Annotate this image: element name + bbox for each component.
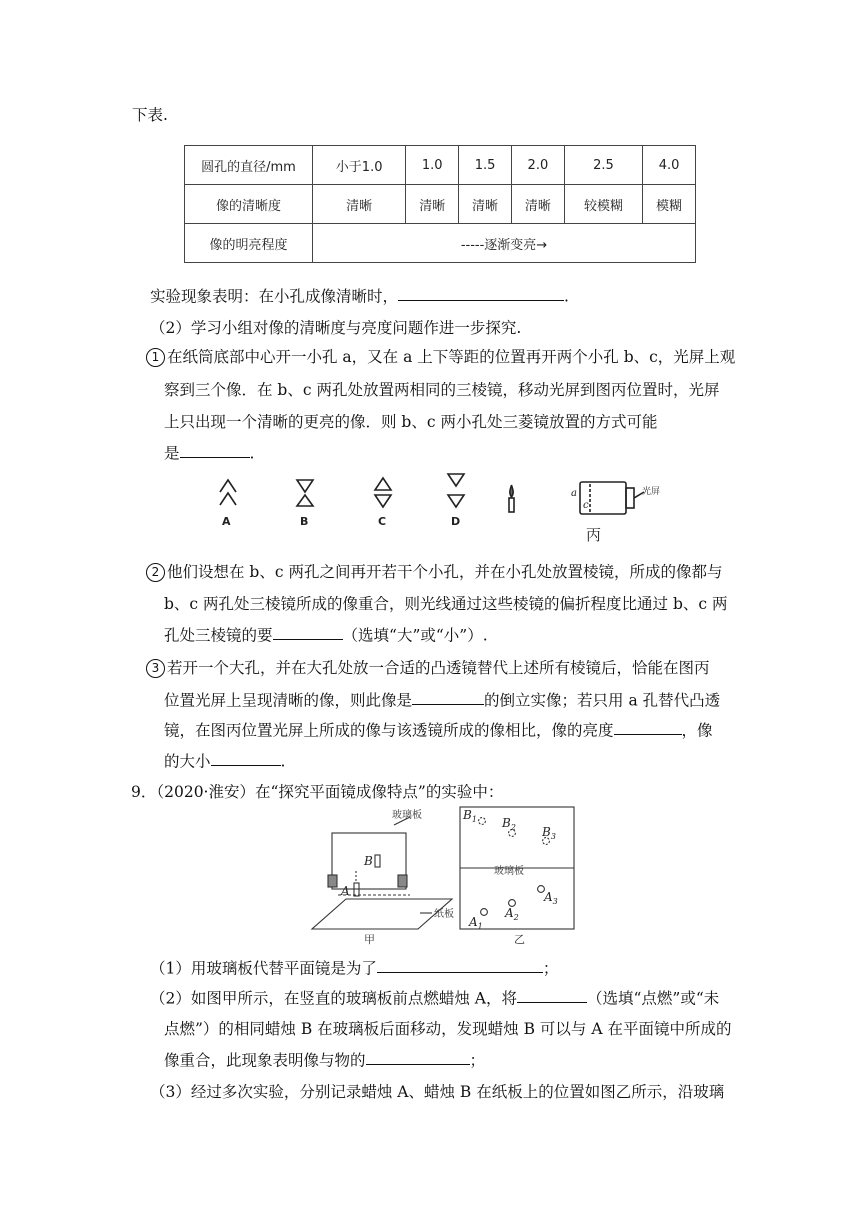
figure-jia-caption: 甲: [364, 933, 375, 946]
candle-flame: [510, 485, 513, 497]
label-b: B: [300, 515, 309, 528]
label-a2: $A_2$: [505, 906, 519, 922]
intro-text: 下表.: [132, 106, 168, 124]
q2-line3: 孔处三棱镜的要 （选填“大”或“小”）.: [164, 623, 488, 645]
answer-blank[interactable]: [614, 718, 682, 735]
table-cell: 清晰: [459, 185, 512, 224]
screen-end: [626, 488, 634, 508]
circled-number: 2: [146, 563, 165, 582]
table-cell: 2.5: [564, 146, 642, 185]
candle-a-label: A: [341, 884, 350, 898]
prism-b-bottom: [297, 495, 313, 506]
observation-line: 实验现象表明：在小孔成像清晰时， .: [150, 284, 569, 306]
candle: [509, 498, 514, 512]
table-cell: 1.0: [406, 146, 459, 185]
position-a1: [481, 909, 488, 916]
figure1-caption: 丙: [586, 526, 602, 544]
q1-line4: 是 .: [164, 441, 254, 463]
paper-label: 纸板: [434, 909, 454, 920]
q9-3-line1: （3）经过多次实验，分别记录蜡烛 A、蜡烛 B 在纸板上的位置如图乙所示，沿玻璃: [150, 1083, 725, 1101]
q9-2-line3: 像重合，此现象表明像与物的 ；: [164, 1048, 485, 1070]
label-c: C: [378, 515, 387, 528]
prism-b-top: [297, 480, 313, 492]
table-cell: 模糊: [643, 185, 696, 224]
label-d: D: [451, 515, 461, 528]
table-row: [185, 146, 696, 185]
paper-board: [312, 899, 452, 929]
q1-line1: 1 在纸筒底部中心开一小孔 a，又在 a 上下等距的位置再开两个小孔 b、c，光屏上观: [146, 345, 735, 367]
prism-figure: [208, 468, 661, 548]
prism-c-top: [375, 478, 391, 490]
table-cell: 清晰: [313, 185, 406, 224]
q9-1-line: （1）用玻璃板代替平面镜是为了 ；: [150, 956, 558, 978]
q1-line3: 上只出现一个清晰的更亮的像．则 b、c 两小孔处三菱镜放置的方式可能: [164, 413, 658, 431]
label-b3: $B_3$: [542, 825, 556, 841]
q3-line4: 的大小 .: [164, 749, 285, 771]
label-b1: $B_1$: [463, 808, 477, 824]
answer-blank[interactable]: [517, 986, 587, 1003]
figure-yi-caption: 乙: [514, 933, 525, 946]
answer-blank[interactable]: [412, 688, 484, 705]
prism-a-top: [220, 480, 236, 492]
q9-2-line1: （2）如图甲所示，在竖直的玻璃板前点燃蜡烛 A，将 （选填“点燃”或“未: [150, 986, 719, 1008]
top-view-glass-label: 玻璃板: [494, 866, 524, 877]
answer-blank[interactable]: [398, 284, 564, 301]
table-cell: 2.0: [511, 146, 564, 185]
clip-right: [398, 875, 407, 887]
table-cell: 像的明亮程度: [185, 224, 313, 263]
prism-a-bottom: [220, 493, 236, 505]
answer-blank[interactable]: [211, 749, 281, 766]
q2-line1: 2 他们设想在 b、c 两孔之间再开若干个小孔，并在小孔处放置棱镜，所成的像都与: [146, 560, 722, 582]
table-cell: 小于1.0: [313, 146, 406, 185]
answer-blank[interactable]: [366, 1048, 470, 1065]
clip-left: [328, 875, 337, 887]
table-cell: 清晰: [511, 185, 564, 224]
table-row: [185, 224, 696, 263]
q1-line2: 察到三个像．在 b、c 两孔处放置两相同的三棱镜，移动光屏到图丙位置时，光屏: [164, 381, 720, 399]
screen-label: 光屏: [642, 487, 661, 497]
prism-c-bottom: [375, 495, 391, 507]
q2-line2: b、c 两孔处三棱镜所成的像重合，则光线通过这些棱镜的偏折程度比通过 b、c 两: [164, 595, 728, 613]
prism-d-top: [448, 474, 464, 486]
label-b2: $B_2$: [502, 816, 516, 832]
table-cell: 圆孔的直径/mm: [185, 146, 313, 185]
circled-number: 1: [146, 348, 165, 367]
label-a1: $A_1$: [469, 915, 483, 931]
label-a3: $A_3$: [544, 890, 558, 906]
table-cell: 清晰: [406, 185, 459, 224]
glass-label: 玻璃板: [392, 810, 422, 821]
answer-blank[interactable]: [273, 623, 343, 640]
position-b1: [479, 818, 486, 825]
q3-line2: 位置光屏上呈现清晰的像，则此像是 的倒立实像；若只用 a 孔替代凸透: [164, 688, 720, 710]
q3-line1: 3 若开一个大孔，并在大孔处放一合适的凸透镜替代上述所有棱镜后，恰能在图丙: [146, 656, 710, 678]
table-cell: 1.5: [459, 146, 512, 185]
part2-heading: （2）学习小组对像的清晰度与亮度问题作进一步探究.: [150, 319, 522, 337]
hole-label-a: a: [571, 488, 577, 499]
circled-number: 3: [146, 659, 165, 678]
candle-b-label: B: [364, 854, 373, 868]
q3-line3: 镜，在图丙位置光屏上所成的像与该透镜所成的像相比，像的亮度 ，像: [164, 718, 713, 740]
experiment-table: [184, 145, 696, 263]
q9-heading: 9．（2020·淮安）在“探究平面镜成像特点”的实验中：: [131, 783, 504, 801]
answer-blank[interactable]: [377, 956, 543, 973]
hole-label-c: c: [583, 500, 589, 511]
prism-d-bottom: [448, 495, 464, 507]
answer-blank[interactable]: [180, 441, 250, 458]
candle-b: [375, 855, 380, 867]
table-cell: 像的清晰度: [185, 185, 313, 224]
mirror-figure: [306, 803, 596, 945]
table-cell: 较模糊: [564, 185, 642, 224]
table-row: [185, 185, 696, 224]
table-cell: -----逐渐变亮→: [313, 224, 696, 263]
q9-2-line2: 点燃”）的相同蜡烛 B 在玻璃板后面移动，发现蜡烛 B 可以与 A 在平面镜中所成的: [164, 1020, 732, 1038]
table-cell: 4.0: [643, 146, 696, 185]
label-a: A: [222, 515, 231, 528]
